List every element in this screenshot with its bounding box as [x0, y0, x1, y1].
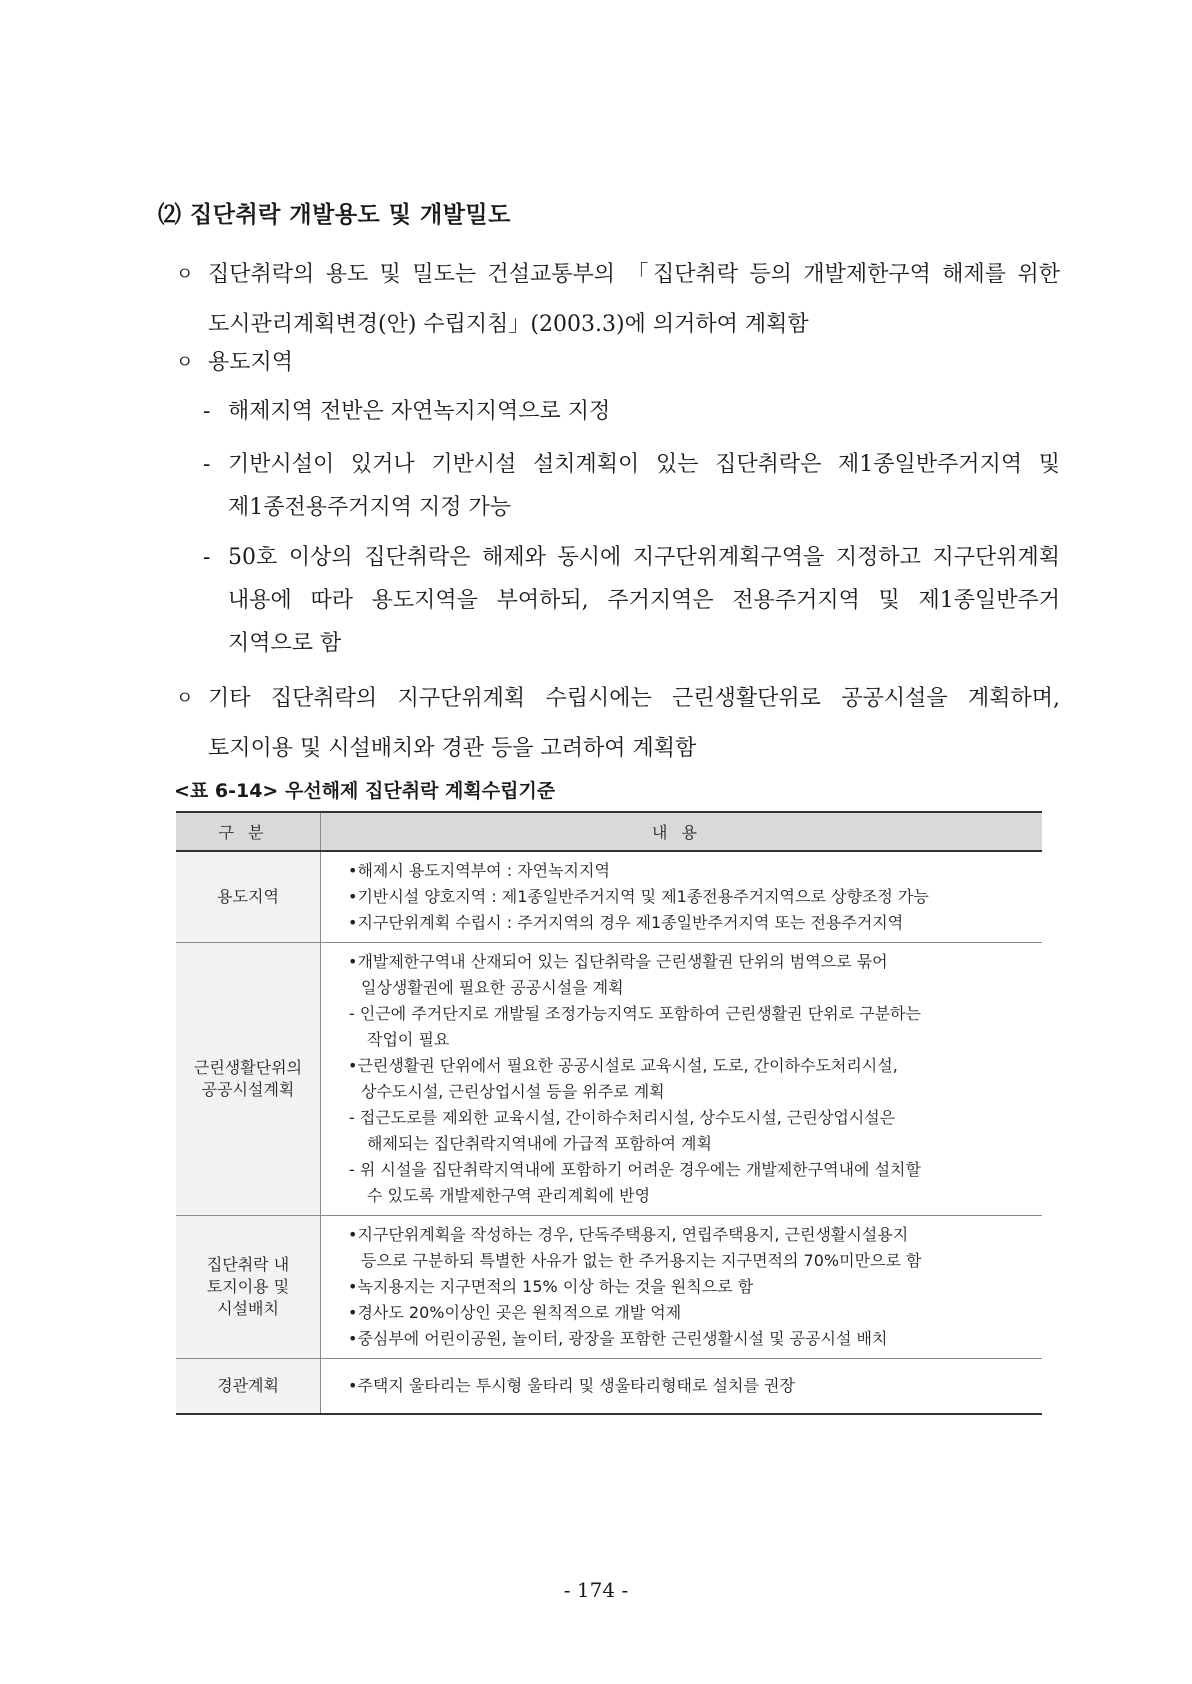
- content-item: 일상생활권에 필요한 공공시설을 계획: [361, 978, 624, 997]
- header-content: 내용: [321, 812, 1043, 851]
- dash-mark: -: [203, 399, 211, 424]
- content-item: •기반시설 양호지역 : 제1종일반주거지역 및 제1종전용주거지역으로 상향조정 가능: [348, 887, 929, 906]
- category-line: 집단취락 내: [206, 1255, 290, 1274]
- content-item: - 위 시설을 집단취락지역내에 포함하기 어려운 경우에는 개발제한구역내에 설치할: [349, 1160, 921, 1179]
- bullet-text-line: 용도지역: [208, 350, 294, 375]
- dash-text-line: 제1종전용주거지역 지정 가능: [228, 495, 512, 520]
- row-category: [176, 1359, 321, 1415]
- content-item: •해제시 용도지역부여 : 자연녹지지역: [348, 861, 610, 880]
- dash-text-line: 지역으로 함: [228, 631, 342, 656]
- bullet-text-line: 기타 집단취락의 지구단위계획 수립시에는 근린생활단위로 공공시설을 계획하며,: [208, 686, 1060, 711]
- table-row: [176, 1216, 1042, 1359]
- row-content: [321, 1216, 1043, 1359]
- bullet-mark: ㅇ: [176, 264, 194, 285]
- category-line: 공공시설계획: [201, 1080, 295, 1099]
- content-item: - 인근에 주거단지로 개발될 조정가능지역도 포함하여 근린생활권 단위로 구분하는: [349, 1004, 921, 1023]
- content-item: •경사도 20%이상인 곳은 원칙적으로 개발 억제: [348, 1303, 682, 1322]
- table-caption: <표 6-14> 우선해제 집단취락 계획수립기준: [174, 780, 556, 802]
- content-item: •개발제한구역내 산재되어 있는 집단취락을 근린생활권 단위의 범역으로 묶어: [348, 952, 888, 971]
- dash-text-line: 내용에 따라 용도지역을 부여하되, 주거지역은 전용주거지역 및 제1종일반주거: [228, 588, 1060, 613]
- bullet-text-line: 도시관리계획변경(안) 수립지침」(2003.3)에 의거하여 계획함: [208, 312, 809, 337]
- dash-text-line: 50호 이상의 집단취락은 해제와 동시에 지구단위계획구역을 지정하고 지구단위계획: [228, 545, 1060, 570]
- content-item: 해제되는 집단취락지역내에 가급적 포함하여 계획: [367, 1134, 712, 1153]
- dash-text-line: 기반시설이 있거나 기반시설 설치계획이 있는 집단취락은 제1종일반주거지역 및: [228, 452, 1060, 477]
- header-category: 구분: [176, 812, 321, 851]
- row-content: [321, 851, 1043, 943]
- content-item: •녹지용지는 지구면적의 15% 이상 하는 것을 원칙으로 함: [348, 1277, 754, 1296]
- bullet-text-line: 집단취락의 용도 및 밀도는 건설교통부의 「집단취락 등의 개발제한구역 해제를 위한: [208, 262, 1060, 287]
- content-item: 작업이 필요: [367, 1030, 450, 1049]
- category-line: 토지이용 및: [206, 1277, 290, 1296]
- row-category: [176, 943, 321, 1216]
- category-line: 경관계획: [217, 1376, 279, 1395]
- planning-criteria-table: [176, 811, 1042, 1415]
- table-row: [176, 943, 1042, 1216]
- content-item: 수 있도록 개발제한구역 관리계획에 반영: [367, 1186, 651, 1205]
- content-item: - 접근도로를 제외한 교육시설, 간이하수처리시설, 상수도시설, 근린상업시설은: [349, 1108, 896, 1127]
- page-number: - 174 -: [563, 1578, 629, 1602]
- content-item: 등으로 구분하되 특별한 사유가 없는 한 주거용지는 지구면적의 70%미만으로 함: [361, 1251, 922, 1270]
- category-line: 용도지역: [217, 887, 279, 906]
- table-header-row: [176, 812, 1042, 851]
- content-item: •근린생활권 단위에서 필요한 공공시설로 교육시설, 도로, 간이하수도처리시설,: [348, 1056, 898, 1075]
- category-line: 시설배치: [217, 1299, 279, 1318]
- content-item: •지구단위계획 수립시 : 주거지역의 경우 제1종일반주거지역 또는 전용주거지역: [348, 913, 904, 932]
- dash-mark: -: [203, 452, 211, 477]
- row-category: [176, 851, 321, 943]
- content-item: 상수도시설, 근린상업시설 등을 위주로 계획: [361, 1082, 665, 1101]
- bullet-mark: ㅇ: [176, 688, 194, 709]
- content-item: •중심부에 어린이공원, 놀이터, 광장을 포함한 근린생활시설 및 공공시설 배치: [348, 1329, 888, 1348]
- dash-mark: -: [203, 545, 211, 570]
- category-line: 근린생활단위의: [193, 1058, 303, 1077]
- content-item: •주택지 울타리는 투시형 울타리 및 생울타리형태로 설치를 권장: [348, 1376, 795, 1395]
- section-heading: ⑵ 집단취락 개발용도 및 개발밀도: [158, 201, 511, 228]
- row-content: [321, 943, 1043, 1216]
- bullet-text-line: 토지이용 및 시설배치와 경관 등을 고려하여 계획함: [208, 736, 697, 761]
- row-category: [176, 1216, 321, 1359]
- dash-text-line: 해제지역 전반은 자연녹지지역으로 지정: [228, 399, 611, 424]
- table-row: [176, 1359, 1042, 1415]
- table-row: [176, 851, 1042, 943]
- bullet-mark: ㅇ: [176, 352, 194, 373]
- row-content: [321, 1359, 1043, 1415]
- content-item: •지구단위계획을 작성하는 경우, 단독주택용지, 연립주택용지, 근린생활시설용지: [348, 1225, 909, 1244]
